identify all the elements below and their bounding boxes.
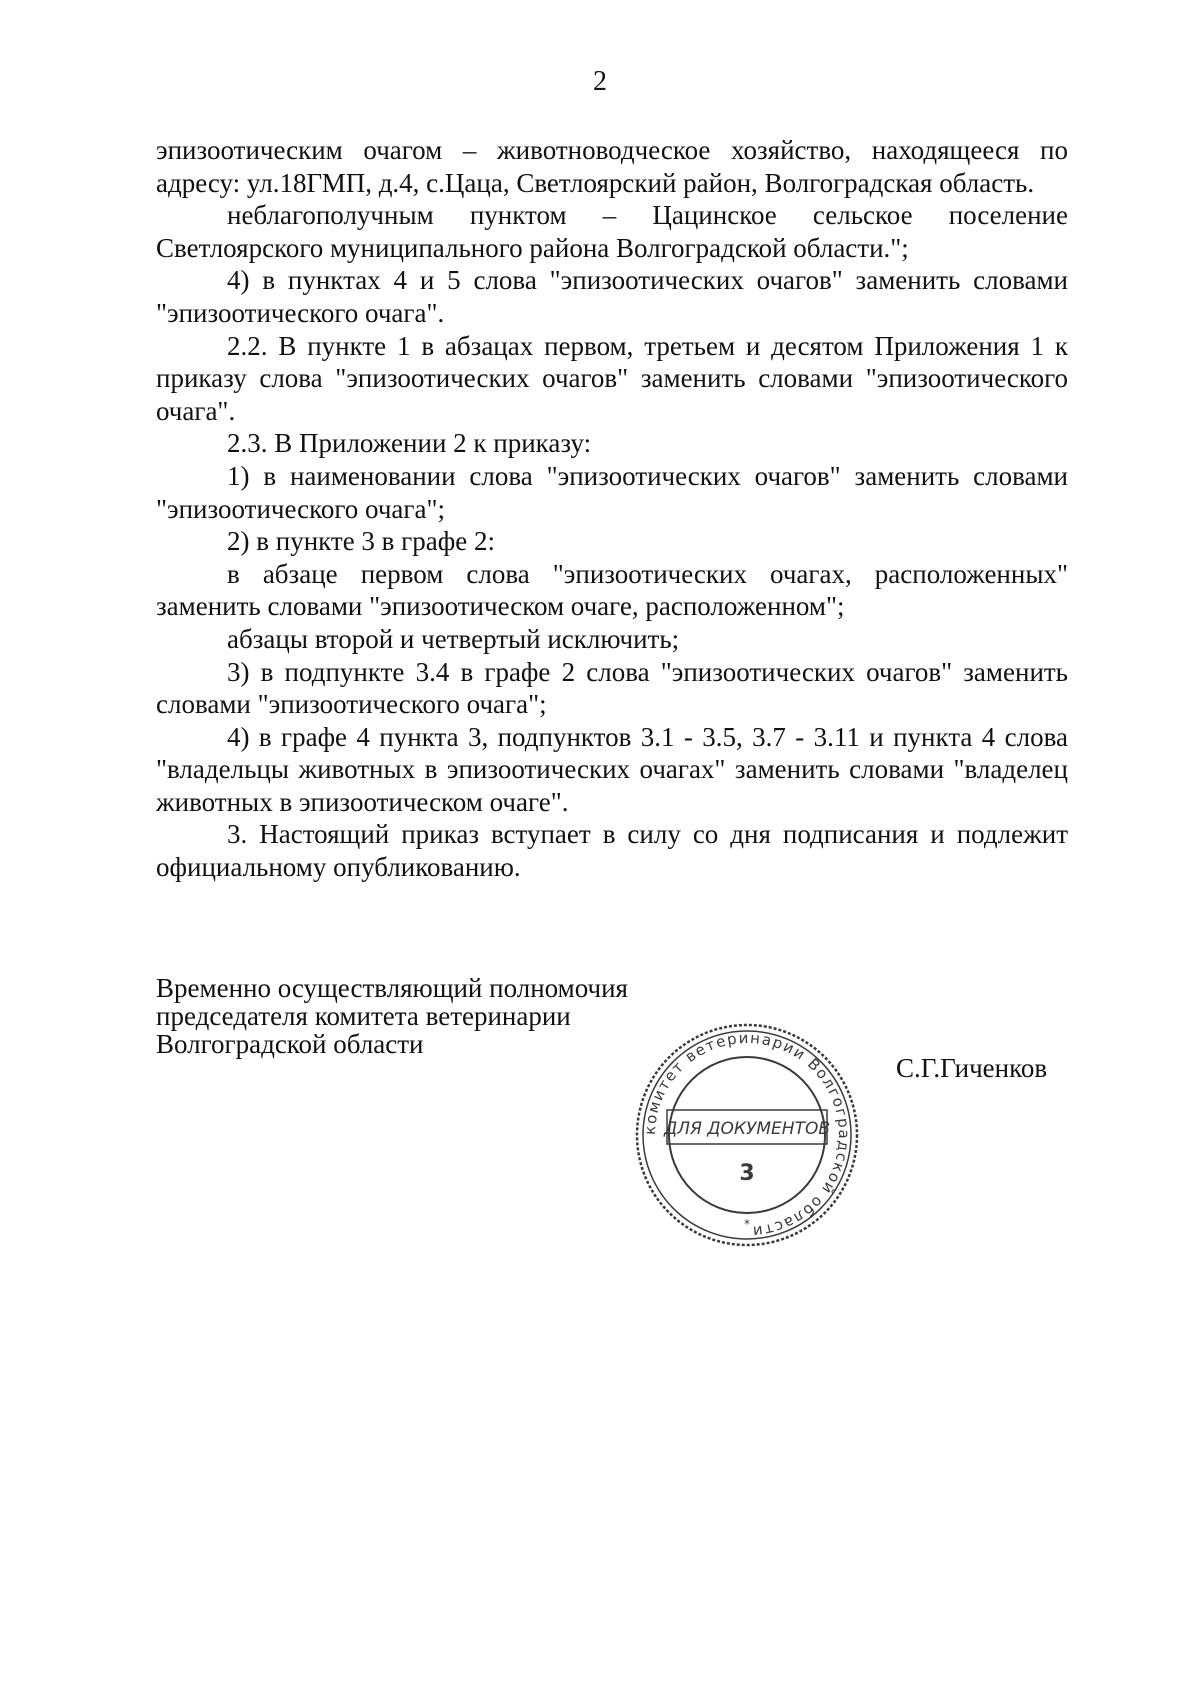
stamp-center-text: ДЛЯ ДОКУМЕНТОВ: [664, 1119, 830, 1139]
stamp-star: *: [744, 1217, 750, 1231]
paragraph-3-effective: 3. Настоящий приказ вступает в силу со дня подписания и подлежит официальному опубликованию.: [156, 819, 1068, 883]
paragraph-2-2: 2.2. В пункте 1 в абзацах первом, третьем и десятом Приложения 1 к приказу слова "эпизоотических очагов" заменить словами "эпизоотического очага".: [156, 330, 1068, 426]
paragraph-2-3-item-1: 1) в наименовании слова "эпизоотических очагов" заменить словами "эпизоотического очага";: [156, 460, 1068, 524]
document-body: [156, 134, 1068, 884]
stamp-graphic: [632, 1020, 862, 1250]
paragraph-item-4: 4) в пунктах 4 и 5 слова "эпизоотических очагов" заменить словами "эпизоотического очага".: [156, 265, 1068, 328]
signatory-title-line: Временно осуществляющий полномочия: [156, 973, 628, 1003]
paragraph-point-definition: неблагополучным пунктом – Цацинское сельское поселение Светлоярского муниципального района Волгоградской области.";: [156, 200, 1068, 263]
official-stamp: [632, 1020, 862, 1250]
paragraph-2-3-item-2: 2) в пункте 3 в графе 2:: [227, 526, 495, 557]
paragraph-focus-definition: эпизоотическим очагом – животноводческое хозяйство, находящееся по адресу: ул.18ГМП, д.4, с.Цаца, Светлоярский район, Волгоградская область.: [156, 135, 1068, 198]
signature-block: [156, 974, 1068, 1058]
signatory-title-line: Волгоградской области: [156, 1029, 424, 1059]
paragraph-2-3-item-2-first-abzac: в абзаце первом слова "эпизоотических очагах, расположенных" заменить словами "эпизоотическом очаге, расположенном";: [156, 558, 1068, 622]
signatory-title: [156, 974, 1068, 1058]
paragraph-2-3-item-3: 3) в подпункте 3.4 в графе 2 слова "эпизоотических очагов" заменить словами "эпизоотического очага";: [156, 656, 1068, 720]
stamp-outer-text-path: комитет ветеринарии Волгоградской области: [640, 1028, 854, 1242]
page-number: 2: [593, 66, 607, 97]
paragraph-2-3-item-2-exclude: абзацы второй и четвертый исключить;: [227, 623, 680, 654]
signatory-name: С.Г.Гиченков: [896, 1053, 1048, 1083]
paragraph-2-3: 2.3. В Приложении 2 к приказу:: [227, 428, 592, 459]
paragraph-2-3-item-4: 4) в графе 4 пункта 3, подпунктов 3.1 - 3.5, 3.7 - 3.11 и пункта 4 слова "владельцы животных в эпизоотических очагах" заменить словами "владелец животных в эпизоотическом очаге".: [156, 721, 1068, 817]
signatory-title-line: председателя комитета ветеринарии: [156, 1001, 571, 1031]
stamp-number: 3: [739, 1161, 755, 1186]
